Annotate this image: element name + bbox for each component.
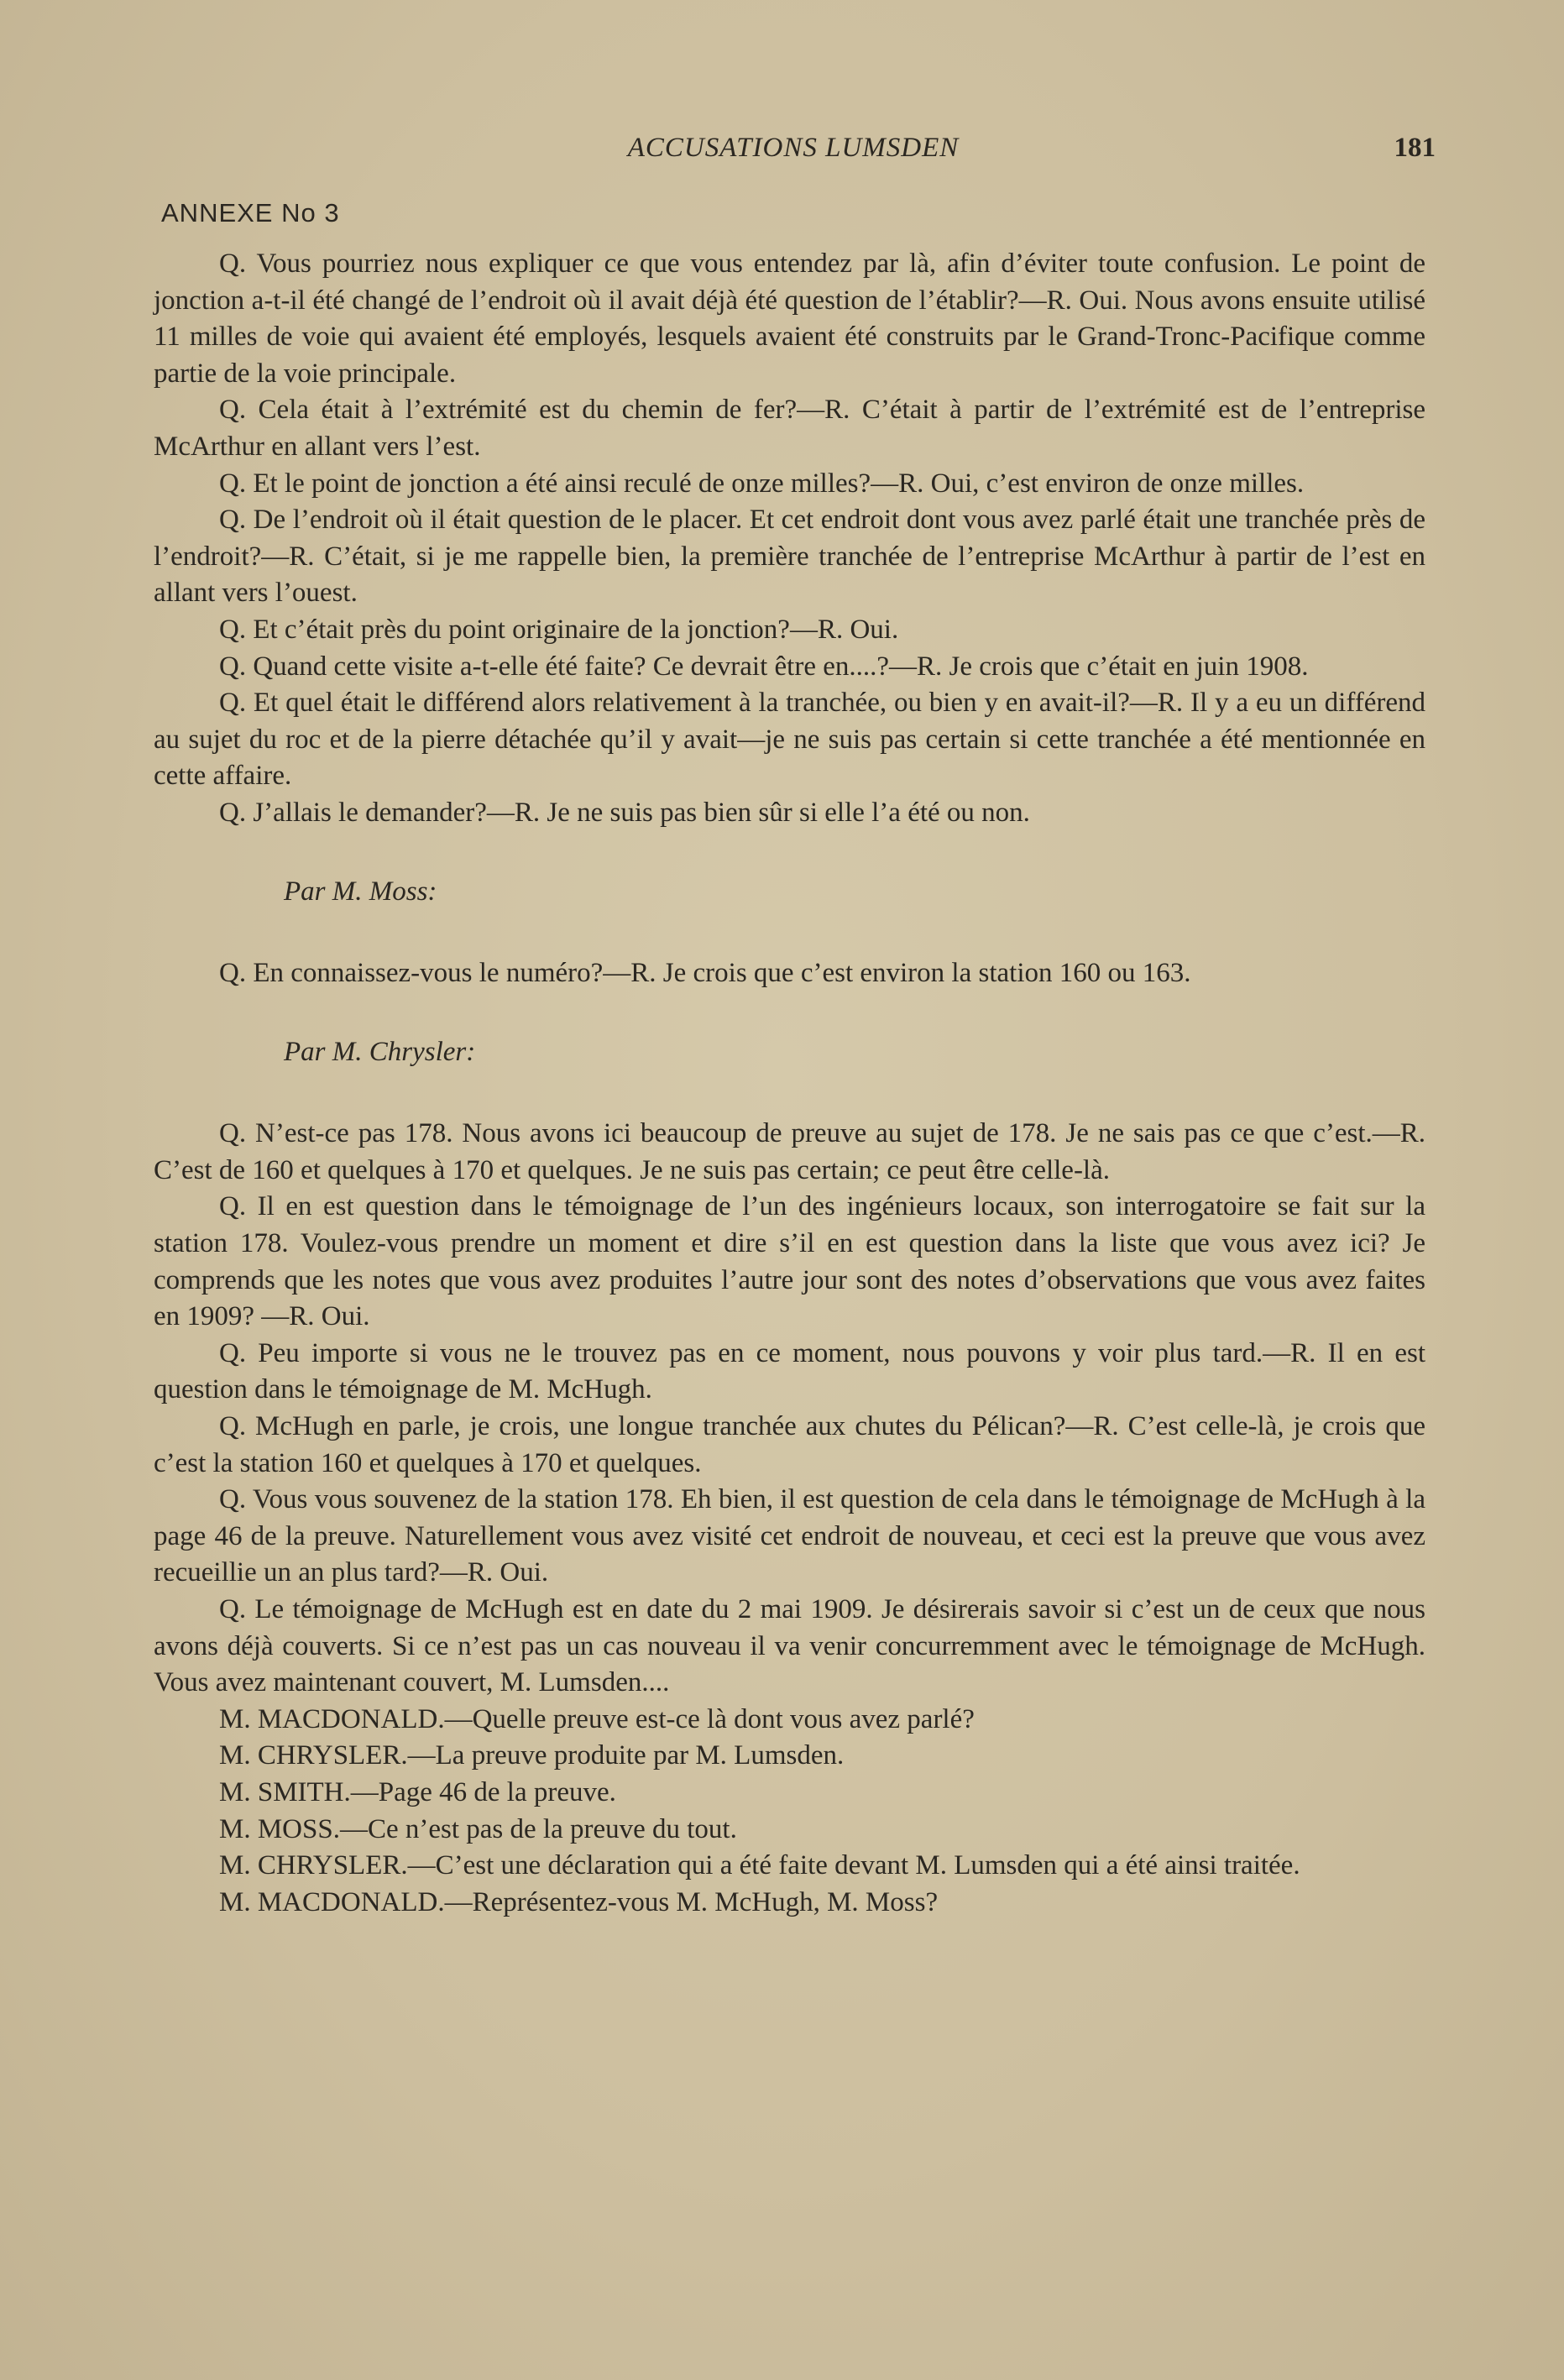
paragraph: Q. Peu importe si vous ne le trouvez pas en ce moment, nous pouvons y voir plus tard.—R. Il en est question dans le témoignage de M. McHugh. [154, 1337, 1425, 1405]
paragraph: Q. De l’endroit où il était question de le placer. Et cet endroit dont vous avez parlé était une tranchée près de l’endroit?—R. C’était, si je me rappelle bien, la première tranchée de l’entreprise McArthur à partir de l’est en allant vers l’ouest. [154, 505, 1425, 609]
paragraph: Q. J’allais le demander?—R. Je ne suis pas bien sûr si elle l’a été ou non. [219, 797, 1030, 828]
body-text [154, 246, 1425, 1921]
running-title: ACCUSATIONS LUMSDEN [627, 133, 960, 163]
dialogue-line: M. MOSS.—Ce n’est pas de la preuve du tout. [219, 1813, 737, 1844]
paragraph: Q. Vous vous souvenez de la station 178. Eh bien, il est question de cela dans le témoignage de McHugh à la page 46 de la preuve. Naturellement vous avez visité cet endroit de nouveau, et ceci est la preuve que vous avez recueillie un an plus tard?—R. Oui. [154, 1484, 1425, 1588]
paragraph: Q. Et c’était près du point originaire de la jonction?—R. Oui. [219, 614, 899, 645]
paragraph: Q. Vous pourriez nous expliquer ce que vous entendez par là, afin d’éviter toute confusion. Le point de jonction a-t-il été changé de l’endroit où il avait déjà été question de l’établir?—R. Oui. Nous avons ensuite utilisé 11 milles de voie qui avaient été employés, lesquels avaient été construits par le Grand-Tronc-Pacifique comme partie de la voie principale. [154, 248, 1425, 389]
dialogue-line: M. CHRYSLER.—La preuve produite par M. Lumsden. [219, 1740, 845, 1771]
dialogue-line: M. MACDONALD.—Représentez-vous M. McHugh, M. Moss? [219, 1886, 939, 1917]
paragraph: Q. Il en est question dans le témoignage de l’un des ingénieurs locaux, son interrogatoire se fait sur la station 178. Voulez-vous prendre un moment et dire s’il en est question dans la liste que vous avez ici? Je comprends que les notes que vous avez produites l’autre jour sont des notes d’observations que vous avez faites en 1909? —R. Oui. [154, 1191, 1425, 1332]
dialogue-line: M. MACDONALD.—Quelle preuve est-ce là dont vous avez parlé? [219, 1703, 975, 1734]
paragraph: Q. Quand cette visite a-t-elle été faite? Ce devrait être en....?—R. Je crois que c’était en juin 1908. [219, 651, 1309, 682]
paragraph: Q. N’est-ce pas 178. Nous avons ici beaucoup de preuve au sujet de 178. Je ne sais pas ce que c’est.—R. C’est de 160 et quelques à 170 et quelques. Je ne suis pas certain; ce peut être celle-là. [154, 1118, 1425, 1185]
dialogue-line: M. SMITH.—Page 46 de la preuve. [219, 1776, 616, 1807]
paragraph: Q. Cela était à l’extrémité est du chemin de fer?—R. C’était à partir de l’extrémité est de l’entreprise McArthur en allant vers l’est. [154, 395, 1425, 462]
paragraph: Q. Et quel était le différend alors relativement à la tranchée, ou bien y en avait-il?—R. Il y a eu un différend au sujet du roc et de la pierre détachée qu’il y avait—je ne suis pas certain si cette tranchée a été mentionnée en cette affaire. [154, 688, 1425, 792]
speaker-heading-chrysler: Par M. Chrysler: [284, 1036, 476, 1067]
speaker-heading-moss: Par M. Moss: [284, 876, 437, 907]
paragraph: Q. McHugh en parle, je crois, une longue tranchée aux chutes du Pélican?—R. C’est celle-là, je crois que c’est la station 160 et quelques à 170 et quelques. [154, 1411, 1425, 1478]
paragraph: Q. Le témoignage de McHugh est en date du 2 mai 1909. Je désirerais savoir si c’est un de ceux que nous avons déjà couverts. Si ce n’est pas un cas nouveau il va venir concurremment avec le témoignage de McHugh. Vous avez maintenant couvert, M. Lumsden.... [154, 1594, 1425, 1698]
paragraph: Q. Et le point de jonction a été ainsi reculé de onze milles?—R. Oui, c’est environ de onze milles. [219, 468, 1305, 499]
dialogue-line: M. CHRYSLER.—C’est une déclaration qui a été faite devant M. Lumsden qui a été ainsi traitée. [219, 1850, 1300, 1881]
page-header [151, 126, 1436, 176]
paragraph: Q. En connaissez-vous le numéro?—R. Je crois que c’est environ la station 160 ou 163. [219, 958, 1191, 989]
page-number: 181 [1394, 133, 1436, 163]
annexe-label: ANNEXE No 3 [161, 198, 340, 228]
